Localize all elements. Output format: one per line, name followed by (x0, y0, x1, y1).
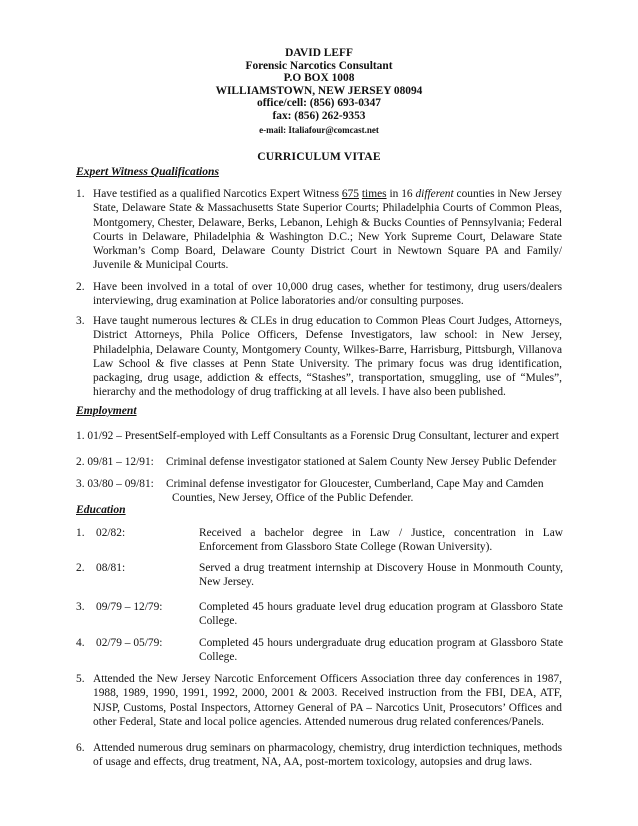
item-number: 2. (76, 281, 85, 293)
education-num: 2. (76, 562, 85, 574)
employment-heading: Employment (76, 404, 137, 417)
item-text: Have been involved in a total of over 10,000 drug cases, whether for testimony, drug users/dealers interviewing, drug examination at Police laboratories and/or consulting purposes. (93, 281, 562, 308)
education-desc: Completed 45 hours undergraduate drug education program at Glassboro State College. (199, 637, 563, 664)
expert-heading: Expert Witness Qualifications (76, 165, 220, 178)
employment-date: 1. 01/92 – Present: (76, 430, 162, 442)
job-title: Forensic Narcotics Consultant (245, 59, 393, 72)
expert-item-2 (76, 280, 562, 309)
name: DAVID LEFF (285, 47, 353, 59)
employment-desc: Criminal defense investigator stationed at Salem County New Jersey Public Defender (166, 456, 557, 468)
employment-desc-cont: Counties, New Jersey, Office of the Public Defender. (172, 492, 414, 504)
phone: office/cell: (856) 693-0347 (257, 97, 381, 109)
education-item-6 (76, 741, 562, 770)
employment-date: 3. 03/80 – 09/81: (76, 478, 154, 490)
education-desc: Served a drug treatment internship at Discovery House in Monmouth County, New Jersey. (199, 562, 563, 589)
times-underlined: times (361, 188, 387, 200)
text-segment: Have testified as a qualified Narcotics Expert Witness (93, 188, 342, 200)
item-text (93, 187, 562, 273)
item-number: 1. (76, 188, 85, 200)
item-text: Have taught numerous lectures & CLEs in drug education to Common Pleas Court Judges, Attorneys, District Attorneys, Phila Police Officers, Defense Investigators, law school: in New Jersey, Philadelphia, Delaware County, Montgomery County, Wilkes-Barre, Harrisburg, Pittsburgh, Villanova Law School & five classes at Penn State University. The primary focus was drug identification, packaging, drug usage, addiction & effects, “Stashes”, transportation, smuggling, use of “Mules”, hierarchy and the methodology of drug trafficking at all levels. I have also been published. (93, 315, 562, 399)
cv-title: CURRICULUM VITAE (257, 150, 381, 163)
po-box: P.O BOX 1008 (283, 72, 355, 84)
email: e-mail: Italiafour@comcast.net (259, 125, 379, 135)
item-text: Attended numerous drug seminars on pharmacology, chemistry, drug interdiction techniques, methods of usage and effects, drug treatment, NA, AA, post-mortem toxicology, autopsies and drug laws. (93, 742, 562, 769)
item-text: Attended the New Jersey Narcotic Enforcement Officers Association three day conferences in 1987, 1988, 1989, 1990, 1991, 1992, 2000, 2001 & 2003. Received instruction from the FBI, DEA, ATF, NJSP, Customs, Postal Inspectors, Attorney General of PA – Narcotics Unit, Prosecutors’ Offices and other Federal, State and local police agencies. Attended numerous drug related conferences/Panels. (93, 673, 562, 728)
education-num: 1. (76, 527, 85, 539)
education-num: 4. (76, 637, 85, 649)
education-desc: Received a bachelor degree in Law / Justice, concentration in Law Enforcement from Glassboro State College (Rowan University). (199, 527, 563, 554)
contact-header (0, 47, 638, 137)
education-num: 3. (76, 601, 85, 613)
text-segment: counties in New Jersey State, Delaware State & Massachusetts State Superior Courts; Philadelphia Courts of Common Pleas, Montgomery, Chester, Delaware, Berks, Lebanon, Lehigh & Bucks Counties of Pennsylvania; Federal Courts in Delaware, Philadelphia & Washington D.C.; New York Supreme Court, Delaware State Workman’s Comp Board, Delaware County District Court in Newtown Square PA and Family/ Juvenile & Municipal Courts. (93, 188, 562, 272)
education-heading: Education (76, 503, 126, 516)
employment-desc: Criminal defense investigator for Gloucester, Cumberland, Cape May and Camden (166, 478, 544, 490)
item-number: 6. (76, 742, 85, 754)
city-address: WILLIAMSTOWN, NEW JERSEY 08094 (215, 84, 423, 97)
item-number: 3. (76, 315, 85, 327)
different-italic: different (415, 188, 454, 200)
education-date: 08/81: (96, 562, 126, 574)
employment-desc: Self-employed with Leff Consultants as a Forensic Drug Consultant, lecturer and expert (158, 430, 559, 442)
fax: fax: (856) 262-9353 (272, 109, 366, 122)
count-underlined: 675 (341, 188, 359, 200)
education-date: 02/79 – 05/79: (96, 637, 163, 649)
education-date: 02/82: (96, 527, 126, 539)
text-segment: in 16 (386, 188, 416, 200)
expert-item-1 (76, 187, 562, 273)
employment-date: 2. 09/81 – 12/91: (76, 456, 154, 468)
education-item-5 (76, 672, 562, 729)
item-number: 5. (76, 673, 85, 685)
education-date: 09/79 – 12/79: (96, 601, 163, 613)
expert-item-3 (76, 314, 562, 400)
education-desc: Completed 45 hours graduate level drug education program at Glassboro State College. (199, 601, 563, 628)
